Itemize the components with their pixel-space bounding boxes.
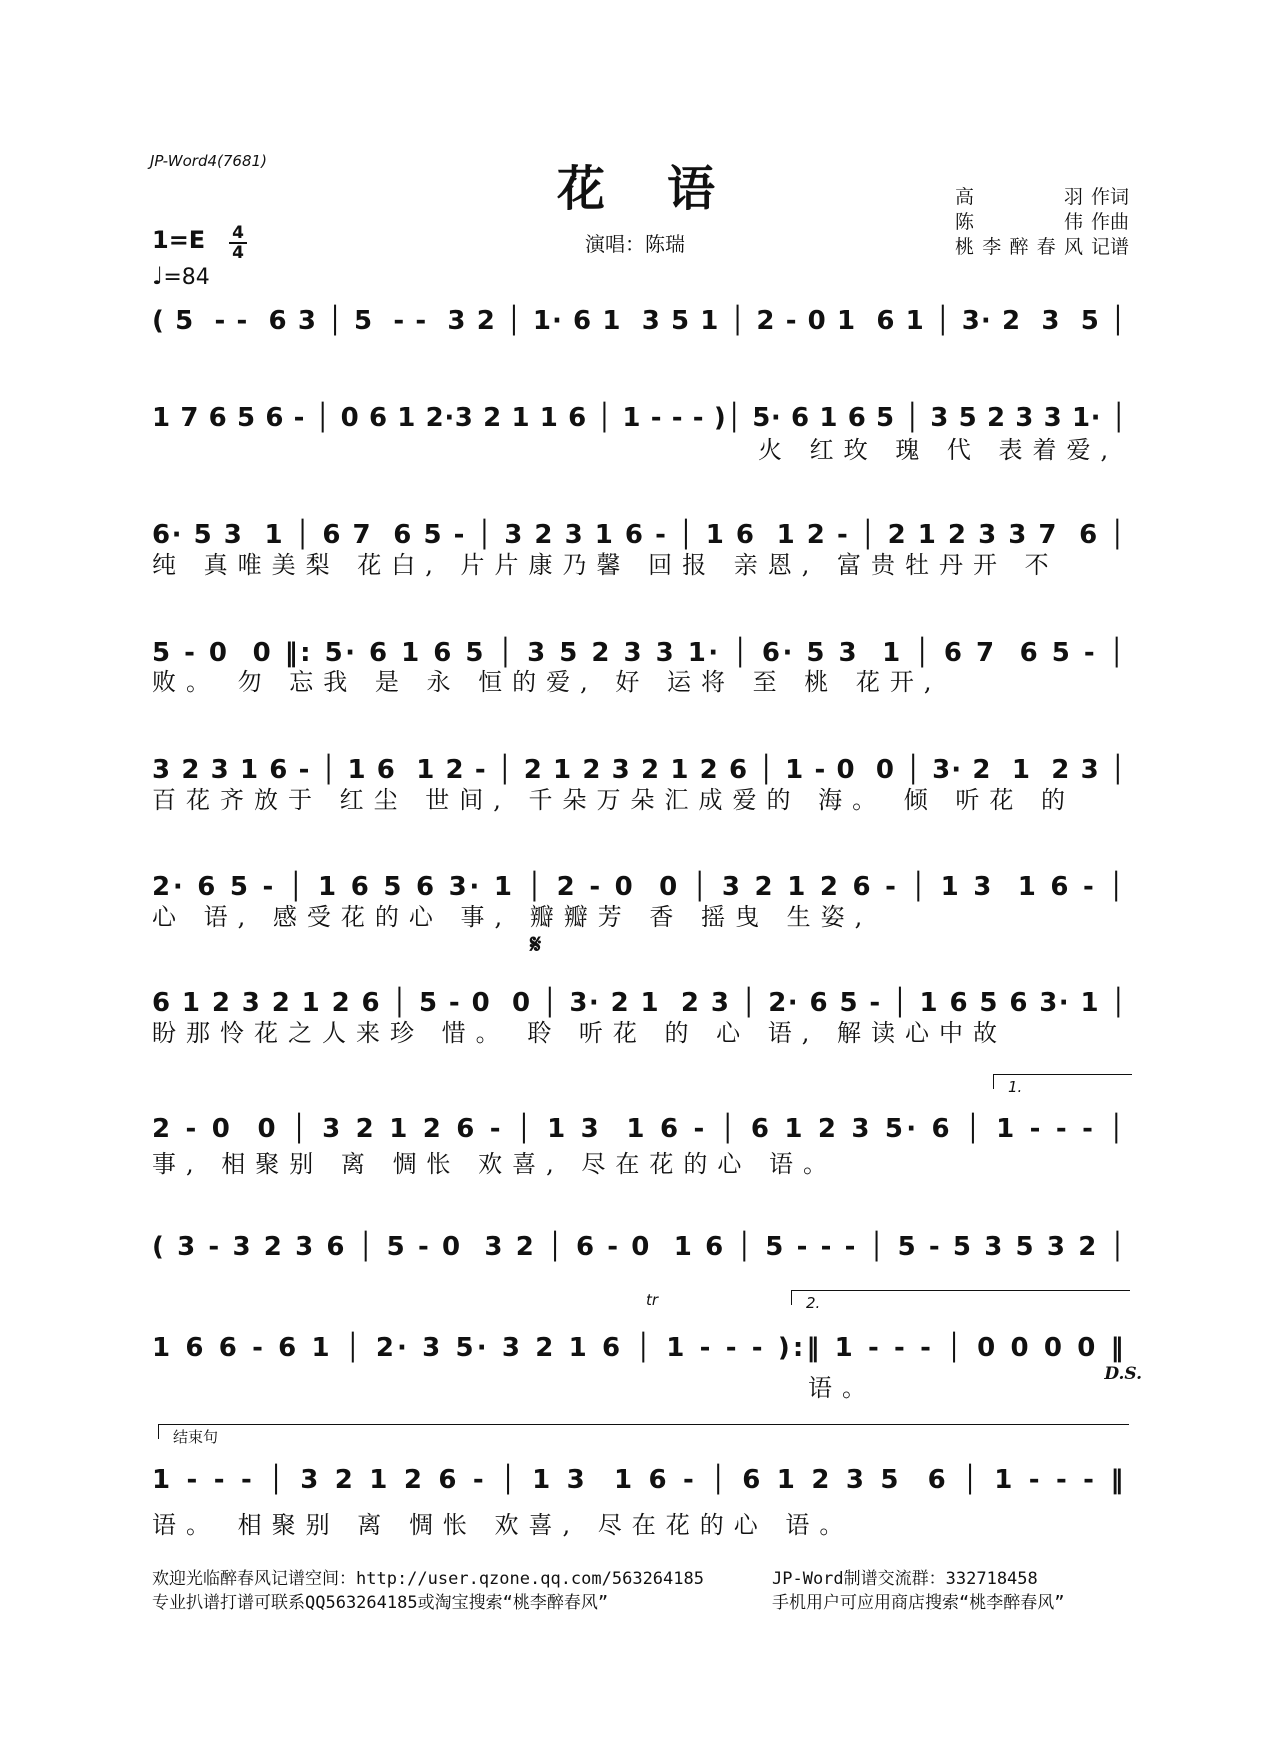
credit-lyricist: 高羽 作词 xyxy=(955,186,1130,208)
notation-line-3: 6· 5 3 1 │ 6 7 6 5 - │ 3 2 3 1 6 - │ 1 6 1 2 - │ 2 1 2 3 3 7 6 │ xyxy=(152,520,1127,550)
notation-line-7: 6 1 2 3 2 1 2 6 │ 5 - 0 0 │ 3· 2 1 2 3 │ 2· 6 5 - │ 1 6 5 6 3· 1 │ xyxy=(152,988,1128,1018)
notation-line-4: 5 - 0 0 ‖: 5· 6 1 6 5 │ 3 5 2 3 3 1· │ 6· 5 3 1 │ 6 7 6 5 - │ xyxy=(152,638,1127,668)
lyric-line-5: 百花齐放于 红尘 世间, 千朵万朵汇成爱的 海。 倾 听花 的 xyxy=(152,786,1076,814)
notation-line-5: 3 2 3 1 6 - │ 1 6 1 2 - │ 2 1 2 3 2 1 2 6 │ 1 - 0 0 │ 3· 2 1 2 3 │ xyxy=(152,755,1127,785)
trill-mark: tr xyxy=(646,1291,659,1309)
time-signature: 4 4 xyxy=(229,224,247,262)
credits-block xyxy=(955,185,1129,260)
segno-sign: 𝄋 xyxy=(530,930,542,960)
lyric-line-2: 火 红玫 瑰 代 表着爱, xyxy=(758,436,1119,464)
ds-marking: D.S. xyxy=(1104,1364,1142,1384)
lyric-line-7: 盼那怜花之人来珍 惜。 聆 听花 的 心 语, 解读心中故 xyxy=(152,1019,1008,1047)
song-title: 花语 xyxy=(556,161,777,217)
footer-left-2: 专业扒谱打谱可联系QQ563264185或淘宝搜索“桃李醉春风” xyxy=(152,1593,609,1613)
singer-credit: 演唱：陈瑞 xyxy=(585,232,685,256)
second-ending-bracket xyxy=(791,1290,1130,1305)
notation-line-9: ( 3 - 3 2 3 6 │ 5 - 0 3 2 │ 6 - 0 1 6 │ 5 - - - │ 5 - 5 3 5 3 2 │ xyxy=(152,1232,1128,1262)
footer-right-1: JP-Word制谱交流群：332718458 xyxy=(772,1569,1038,1589)
notation-line-10: 1 6 6 - 6 1 │ 2· 3 5· 3 2 1 6 │ 1 - - - ):‖ 1 - - - │ 0 0 0 0 ‖ xyxy=(152,1333,1127,1363)
notation-line-1: ( 5 - - 6 3 │ 5 - - 3 2 │ 1· 6 1 3 5 1 │ 2 - 0 1 6 1 │ 3· 2 3 5 │ xyxy=(152,306,1127,336)
notation-line-8: 2 - 0 0 │ 3 2 1 2 6 - │ 1 3 1 6 - │ 6 1 2 3 5· 6 │ 1 - - - │ xyxy=(152,1114,1128,1144)
notation-line-2: 1 7 6 5 6 - │ 0 6 1 2·3 2 1 1 6 │ 1 - - - )│ 5· 6 1 6 5 │ 3 5 2 3 3 1· │ xyxy=(152,403,1128,433)
lyric-line-6: 心 语, 感受花的心 事, 瓣瓣芳 香 摇曳 生姿, xyxy=(152,903,873,931)
first-ending-label: 1. xyxy=(1008,1078,1023,1096)
tempo-marking: ♩=84 xyxy=(152,262,210,290)
notation-line-6: 2· 6 5 - │ 1 6 5 6 3· 1 │ 2 - 0 0 │ 3 2 1 2 6 - │ 1 3 1 6 - │ xyxy=(152,872,1127,902)
key-signature: 1=E xyxy=(152,226,206,254)
quarter-note-icon: ♩ xyxy=(152,262,164,290)
coda-label: 结束句 xyxy=(173,1428,219,1446)
second-ending-label: 2. xyxy=(806,1294,821,1312)
lyric-line-11: 语。 相聚别 离 惆怅 欢喜, 尽在花的心 语。 xyxy=(152,1511,854,1539)
credit-transcriber: 桃李醉春风 记谱 xyxy=(955,236,1130,258)
notation-line-11: 1 - - - │ 3 2 1 2 6 - │ 1 3 1 6 - │ 6 1 2 3 5 6 │ 1 - - - ‖ xyxy=(152,1465,1128,1495)
lyric-line-8: 事, 相聚别 离 惆怅 欢喜, 尽在花的心 语。 xyxy=(152,1150,838,1178)
footer-left-1: 欢迎光临醉春风记谱空间：http://user.qzone.qq.com/563264185 xyxy=(152,1569,704,1589)
software-label: JP-Word4(7681) xyxy=(150,152,267,170)
coda-bracket xyxy=(158,1424,1129,1439)
lyric-line-4: 败。 勿 忘我 是 永 恒的爱, 好 运将 至 桃 花开, xyxy=(152,668,942,696)
footer-right-2: 手机用户可应用商店搜索“桃李醉春风” xyxy=(772,1593,1065,1613)
lyric-line-10: 语。 xyxy=(808,1374,876,1402)
lyric-line-3: 纯 真唯美梨 花白, 片片康乃馨 回报 亲恩, 富贵牡丹开 不 xyxy=(152,551,1059,579)
credit-composer: 陈伟 作曲 xyxy=(955,211,1130,233)
